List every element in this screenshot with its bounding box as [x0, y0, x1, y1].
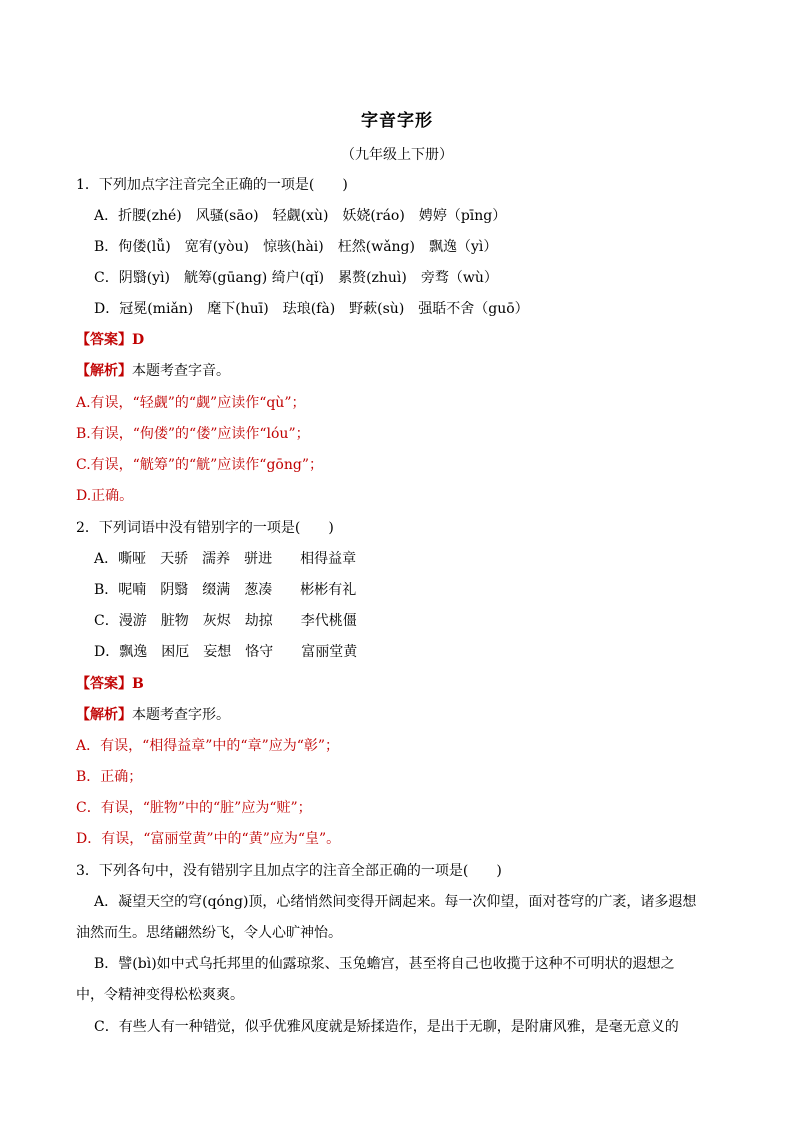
question-3-stem: 3．下列各句中，没有错别字且加点字的注音全部正确的一项是( ) — [76, 863, 502, 879]
page-title: 字音字形 — [361, 111, 433, 131]
question-2-note-d: D．有误，“富丽堂黄”中的“黄”应为“皇”。 — [76, 831, 341, 847]
analysis-tag: 【解析】 — [76, 707, 132, 723]
question-1-note-a: A.有误，“轻觑”的“觑”应读作“qù”； — [76, 395, 306, 411]
question-1-option-d: D．冠冕(miǎn) 麾下(huī) 珐琅(fà) 野蔌(sù) 强聒不舍（guō） — [94, 301, 529, 317]
analysis-text: 本题考查字形。 — [132, 707, 230, 723]
page-subtitle: （九年级上下册） — [341, 147, 453, 163]
question-2-option-a: A．嘶哑 天骄 濡养 骈进 相得益章 — [94, 551, 357, 567]
analysis-tag: 【解析】 — [76, 363, 132, 379]
question-2-stem: 2．下列词语中没有错别字的一项是( ) — [76, 520, 334, 536]
question-2-answer — [76, 674, 144, 694]
answer-label: 【答案】D — [76, 332, 145, 348]
question-1-note-d: D.正确。 — [76, 488, 134, 504]
question-1-option-a: A．折腰(zhé) 风骚(sāo) 轻觑(xù) 妖娆(ráo) 娉婷（pīng） — [94, 208, 507, 224]
question-2-analysis — [76, 705, 230, 725]
question-1-note-b: B.有误，“佝偻”的“偻”应读作“lóu”； — [76, 426, 310, 442]
question-3-option-a-line1: A．凝望天空的穹(qóng)顶，心绪悄然间变得开阔起来。每一次仰望，面对苍穹的广袤，诸多遐想 — [94, 894, 697, 910]
question-1-analysis — [76, 361, 230, 381]
question-3-option-c-line1: C．有些人有一种错觉，似乎优雅风度就是矫揉造作，是出于无聊，是附庸风雅，是毫无意义的 — [94, 1019, 679, 1035]
question-2-note-b: B．正确； — [76, 769, 143, 785]
question-2-option-d: D．飘逸 困厄 妄想 恪守 富丽堂黄 — [94, 644, 358, 660]
question-2-note-c: C．有误，“脏物”中的“脏”应为“赃”； — [76, 800, 312, 816]
question-3-option-b-line1: B．譬(bì)如中式乌托邦里的仙露琼浆、玉兔蟾宫，甚至将自己也收揽于这种不可明状的遐想之 — [94, 956, 675, 972]
question-1-note-c: C.有误，“觥筹”的“觥”应读作“gōng”； — [76, 457, 323, 473]
question-2-note-a: A．有误，“相得益章”中的“章”应为“彰”； — [76, 738, 340, 754]
question-2-option-c: C．漫游 脏物 灰烬 劫掠 李代桃僵 — [94, 613, 357, 629]
question-3-option-b-line2: 中，令精神变得松松爽爽。 — [76, 987, 244, 1003]
analysis-text: 本题考查字音。 — [132, 363, 230, 379]
question-1-option-c: C．阴翳(yì) 觥筹(gūang) 绮户(qǐ) 累赘(zhuì) 旁骛（wù） — [94, 270, 498, 286]
question-2-option-b: B．呢喃 阴翳 缀满 葱凑 彬彬有礼 — [94, 582, 357, 598]
question-1-answer — [76, 330, 144, 350]
question-1-stem: 1．下列加点字注音完全正确的一项是( ) — [76, 177, 348, 193]
answer-label: 【答案】B — [76, 676, 144, 692]
question-1-option-b: B．佝偻(lǚ) 宽宥(yòu) 惊骇(hài) 枉然(wǎng) 飘逸（yì） — [94, 239, 498, 255]
question-3-option-a-line2: 油然而生。思绪翩然纷飞，令人心旷神怡。 — [76, 925, 342, 941]
